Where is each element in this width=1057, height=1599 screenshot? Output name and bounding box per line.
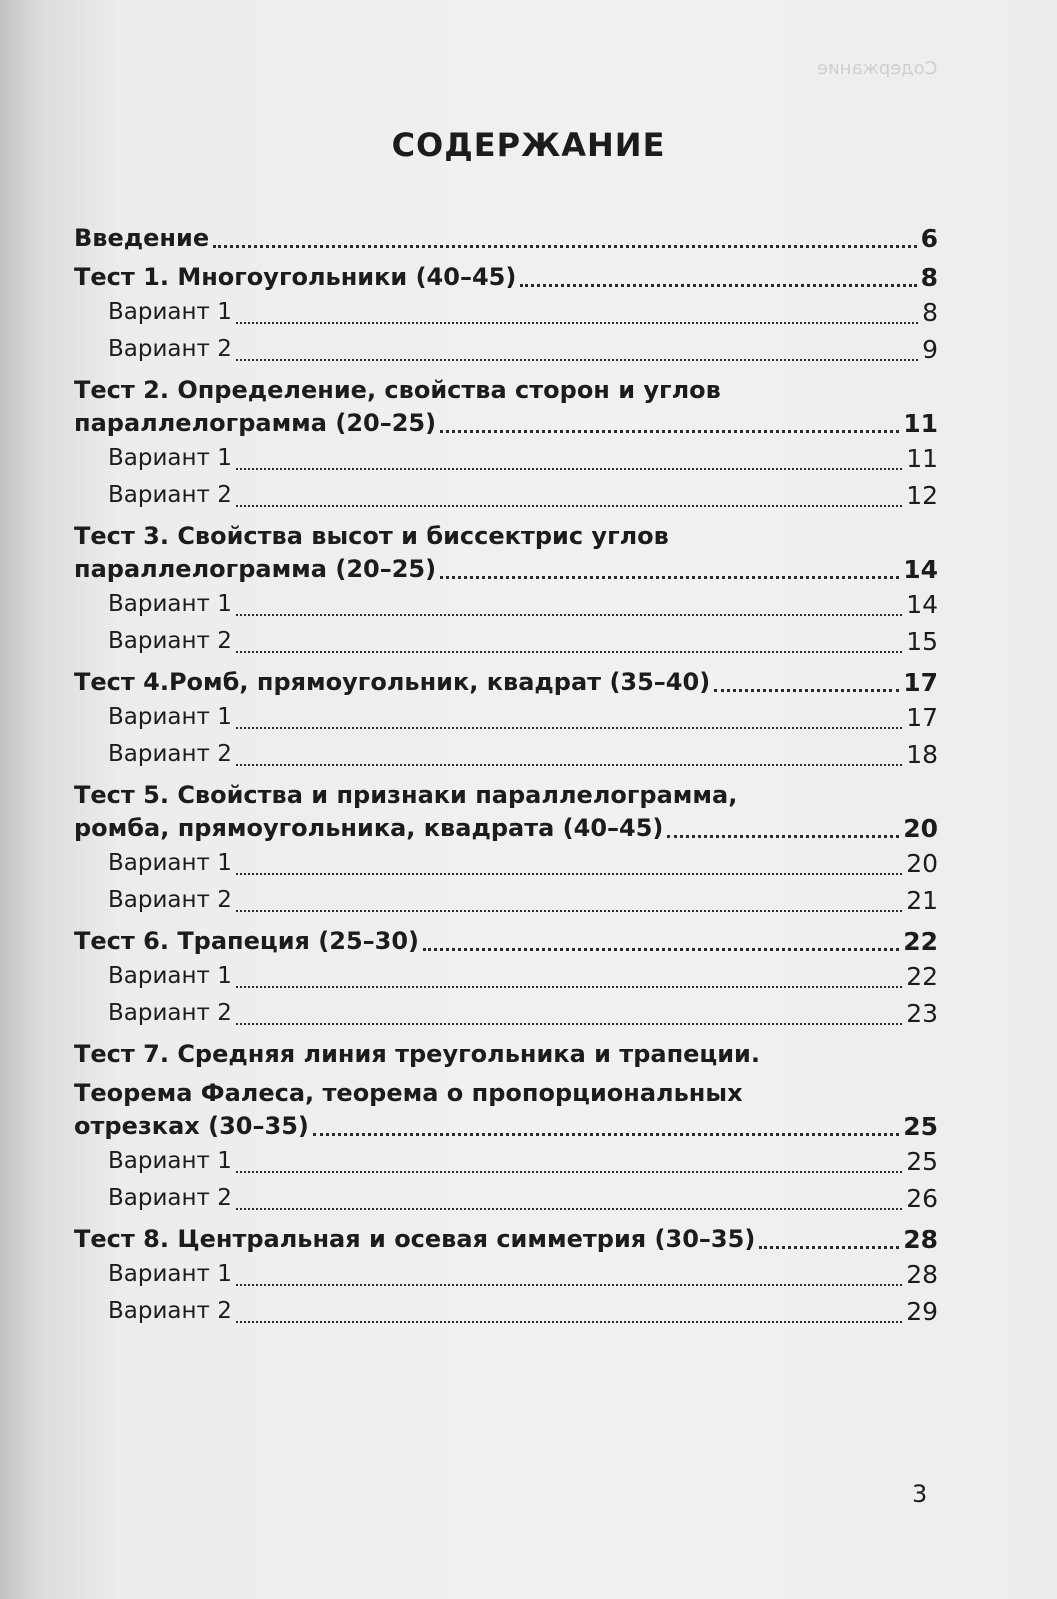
toc-variant-page: 11 xyxy=(906,444,938,473)
dot-leader xyxy=(236,359,918,361)
toc-variant-page: 26 xyxy=(906,1184,938,1213)
toc-variant-label: Вариант 2 xyxy=(108,741,232,767)
toc-test-entry xyxy=(74,1110,938,1143)
toc-intro-page: 6 xyxy=(920,224,938,253)
toc-variant-label: Вариант 1 xyxy=(108,299,232,325)
toc-tests xyxy=(74,261,938,1330)
toc-variant-label: Вариант 1 xyxy=(108,704,232,730)
toc-variant-page: 8 xyxy=(922,298,938,327)
toc-variant-label: Вариант 1 xyxy=(108,850,232,876)
toc-variant-label: Вариант 1 xyxy=(108,963,232,989)
toc-variant-entry xyxy=(74,331,938,368)
toc-test-entry xyxy=(74,553,938,586)
toc-variant-entry xyxy=(74,440,938,477)
toc-test-page: 8 xyxy=(920,263,938,292)
toc-variant-page: 25 xyxy=(906,1147,938,1176)
toc-test-entry xyxy=(74,812,938,845)
toc-test-heading-line: Тест 5. Свойства и признаки параллелограмма, xyxy=(74,781,738,809)
toc-test-page: 20 xyxy=(903,814,938,843)
toc-variant-entry xyxy=(74,477,938,514)
dot-leader xyxy=(236,1321,902,1323)
toc-variant-entry xyxy=(74,736,938,773)
toc-variant-page: 28 xyxy=(906,1260,938,1289)
toc-test-heading-line: Тест 7. Средняя линия треугольника и трапеции. xyxy=(74,1040,760,1068)
toc-variant-entry xyxy=(74,623,938,660)
toc-test-heading-line: отрезках (30–35) xyxy=(74,1112,309,1140)
toc-variant-entry xyxy=(74,845,938,882)
dot-leader xyxy=(236,910,902,912)
toc-test-heading-line: ромба, прямоугольника, квадрата (40–45) xyxy=(74,814,664,842)
toc-variant-entry xyxy=(74,1293,938,1330)
dot-leader xyxy=(313,1133,899,1136)
toc-test-page: 28 xyxy=(903,1225,938,1254)
toc-variant-entry xyxy=(74,699,938,736)
toc-variant-label: Вариант 2 xyxy=(108,1298,232,1324)
dot-leader xyxy=(440,576,899,579)
toc-variant-page: 18 xyxy=(906,740,938,769)
toc-variant-page: 23 xyxy=(906,999,938,1028)
toc-test-heading-line: Тест 2. Определение, свойства сторон и углов xyxy=(74,376,721,404)
dot-leader xyxy=(236,1023,902,1025)
toc-variant-label: Вариант 2 xyxy=(108,887,232,913)
dot-leader xyxy=(520,284,916,287)
toc-variant-entry xyxy=(74,294,938,331)
toc-test-entry xyxy=(74,261,938,294)
dot-leader xyxy=(213,245,917,248)
page-number: 3 xyxy=(912,1480,928,1508)
toc-test-heading-line: Теорема Фалеса, теорема о пропорциональных xyxy=(74,1079,743,1107)
toc-test-page: 25 xyxy=(903,1112,938,1141)
dot-leader xyxy=(236,873,902,875)
dot-leader xyxy=(236,651,902,653)
toc-test-heading-line: Тест 4.Ромб, прямоугольник, квадрат (35–40) xyxy=(74,668,711,696)
toc-test-heading-line: параллелограмма (20–25) xyxy=(74,555,437,583)
dot-leader xyxy=(236,322,918,324)
toc-test-page: 11 xyxy=(903,409,938,438)
toc-variant-page: 9 xyxy=(922,335,938,364)
toc-variant-label: Вариант 2 xyxy=(108,1185,232,1211)
toc-test-heading-line: Тест 3. Свойства высот и биссектрис углов xyxy=(74,522,669,550)
toc-variant-entry xyxy=(74,1256,938,1293)
toc-test-heading-line: Тест 1. Многоугольники (40–45) xyxy=(74,263,517,291)
toc-test-page: 17 xyxy=(903,668,938,697)
table-of-contents xyxy=(74,222,938,1330)
toc-variant-page: 29 xyxy=(906,1297,938,1326)
dot-leader xyxy=(236,1171,902,1173)
toc-variant-label: Вариант 2 xyxy=(108,1000,232,1026)
toc-test-entry xyxy=(74,1223,938,1256)
toc-variant-page: 12 xyxy=(906,481,938,510)
toc-test-heading-line: Тест 6. Трапеция (25–30) xyxy=(74,927,420,955)
dot-leader xyxy=(236,505,902,507)
dot-leader xyxy=(236,614,902,616)
toc-variant-page: 21 xyxy=(906,886,938,915)
dot-leader xyxy=(440,430,899,433)
toc-intro xyxy=(74,222,938,255)
toc-variant-label: Вариант 1 xyxy=(108,591,232,617)
toc-test-entry xyxy=(74,925,938,958)
toc-variant-entry xyxy=(74,586,938,623)
bleed-through-header: Содержание xyxy=(816,58,937,79)
dot-leader xyxy=(236,1284,902,1286)
toc-variant-entry xyxy=(74,1143,938,1180)
toc-variant-page: 15 xyxy=(906,627,938,656)
toc-intro-label: Введение xyxy=(74,224,210,252)
dot-leader xyxy=(236,1208,902,1210)
toc-variant-entry xyxy=(74,958,938,995)
toc-test-page: 22 xyxy=(903,927,938,956)
toc-variant-page: 14 xyxy=(906,590,938,619)
toc-variant-page: 20 xyxy=(906,849,938,878)
toc-variant-label: Вариант 1 xyxy=(108,1261,232,1287)
dot-leader xyxy=(236,986,902,988)
toc-test-heading-line: параллелограмма (20–25) xyxy=(74,409,437,437)
toc-variant-entry xyxy=(74,995,938,1032)
toc-variant-label: Вариант 2 xyxy=(108,482,232,508)
toc-variant-entry xyxy=(74,882,938,919)
dot-leader xyxy=(667,835,899,838)
toc-variant-page: 22 xyxy=(906,962,938,991)
toc-variant-page: 17 xyxy=(906,703,938,732)
toc-test-entry xyxy=(74,407,938,440)
page-title: СОДЕРЖАНИЕ xyxy=(391,126,666,164)
dot-leader xyxy=(714,689,899,692)
dot-leader xyxy=(236,764,902,766)
toc-variant-entry xyxy=(74,1180,938,1217)
dot-leader xyxy=(236,727,902,729)
toc-variant-label: Вариант 1 xyxy=(108,1148,232,1174)
toc-variant-label: Вариант 1 xyxy=(108,445,232,471)
toc-test-entry xyxy=(74,666,938,699)
toc-test-heading-line: Тест 8. Центральная и осевая симметрия (30–35) xyxy=(74,1225,756,1253)
dot-leader xyxy=(759,1246,899,1249)
toc-test-page: 14 xyxy=(903,555,938,584)
toc-variant-label: Вариант 2 xyxy=(108,628,232,654)
toc-variant-label: Вариант 2 xyxy=(108,336,232,362)
dot-leader xyxy=(236,468,902,470)
dot-leader xyxy=(423,948,899,951)
